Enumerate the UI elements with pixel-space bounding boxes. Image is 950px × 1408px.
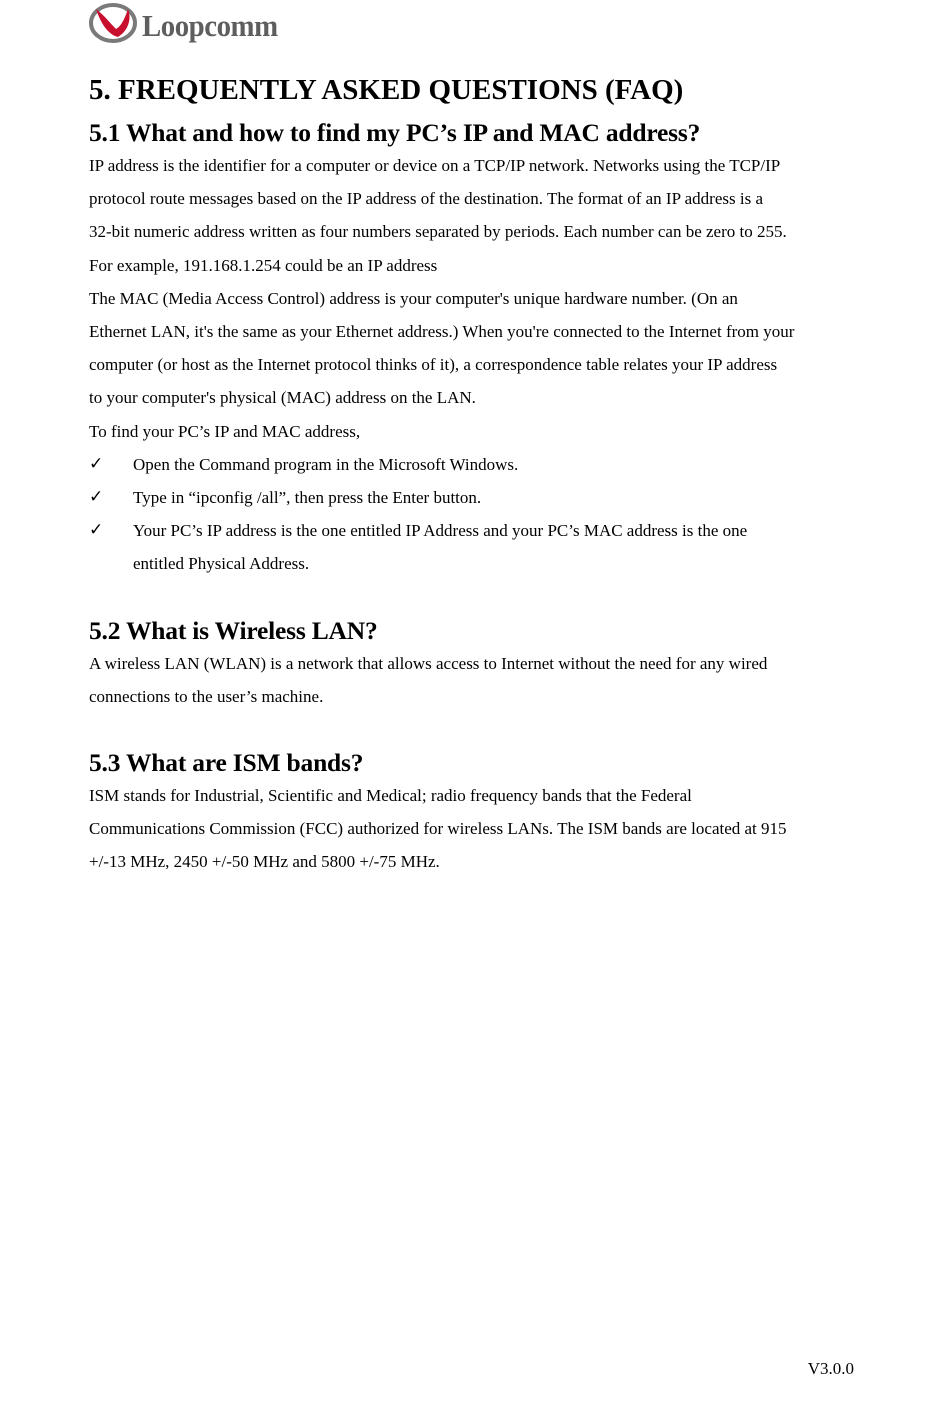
- paragraph-line: To find your PC’s IP and MAC address,: [89, 421, 361, 441]
- paragraph-line: Ethernet LAN, it's the same as your Ethernet address.) When you're connected to the Internet from your: [89, 321, 795, 341]
- paragraph-line: +/-13 MHz, 2450 +/-50 MHz and 5800 +/-75 MHz.: [89, 852, 440, 872]
- loopcomm-logo-icon: [88, 1, 140, 45]
- section-heading-ip-mac: 5.1 What and how to find my PC’s IP and MAC address?: [89, 118, 701, 147]
- section-body-wireless-lan: [89, 647, 864, 713]
- page-title: 5. FREQUENTLY ASKED QUESTIONS (FAQ): [89, 74, 684, 106]
- bullet-item: [89, 481, 864, 514]
- bullet-text: Your PC’s IP address is the one entitled IP Address and your PC’s MAC address is the one: [133, 521, 748, 541]
- company-logo: [88, 0, 328, 46]
- section-body-ip-mac: [89, 149, 864, 581]
- checkmark-icon: ✓: [89, 453, 104, 474]
- paragraph-line: protocol route messages based on the IP address of the destination. The format of an IP address is a: [89, 189, 764, 209]
- bullet-item: [89, 514, 864, 580]
- section-heading-wireless-lan: 5.2 What is Wireless LAN?: [89, 615, 378, 645]
- bullet-text-block: [133, 514, 747, 580]
- paragraph-line: ISM stands for Industrial, Scientific and Medical; radio frequency bands that the Federal: [89, 785, 692, 805]
- bullet-text: entitled Physical Address.: [133, 554, 310, 574]
- paragraph-line: For example, 191.168.1.254 could be an IP address: [89, 255, 438, 275]
- paragraph-line: A wireless LAN (WLAN) is a network that allows access to Internet without the need for any wired: [89, 653, 768, 673]
- bullet-item: [89, 448, 864, 481]
- version-label: V3.0.0: [807, 1359, 854, 1378]
- checkmark-icon: ✓: [89, 486, 104, 507]
- paragraph-line: IP address is the identifier for a computer or device on a TCP/IP network. Networks using the TCP/IP: [89, 156, 781, 175]
- paragraph-line: 32-bit numeric address written as four numbers separated by periods. Each number can be zero to 255.: [89, 222, 787, 242]
- logo-text: Loopcomm: [142, 8, 278, 43]
- paragraph-line: computer (or host as the Internet protocol thinks of it), a correspondence table relates your IP address: [89, 355, 778, 375]
- paragraph-line: connections to the user’s machine.: [89, 686, 324, 706]
- bullet-text: Open the Command program in the Microsoft Windows.: [133, 454, 519, 474]
- checkmark-icon: ✓: [89, 520, 104, 541]
- paragraph-line: to your computer's physical (MAC) address on the LAN.: [89, 388, 476, 408]
- paragraph-line: Communications Commission (FCC) authorized for wireless LANs. The ISM bands are located at 915: [89, 819, 787, 839]
- paragraph-line: The MAC (Media Access Control) address is your computer's unique hardware number. (On an: [89, 288, 738, 308]
- section-body-ism-bands: [89, 779, 864, 879]
- bullet-text: Type in “ipconfig /all”, then press the Enter button.: [133, 487, 482, 507]
- faq-content: [89, 68, 864, 878]
- section-heading-ism-bands: 5.3 What are ISM bands?: [89, 747, 364, 777]
